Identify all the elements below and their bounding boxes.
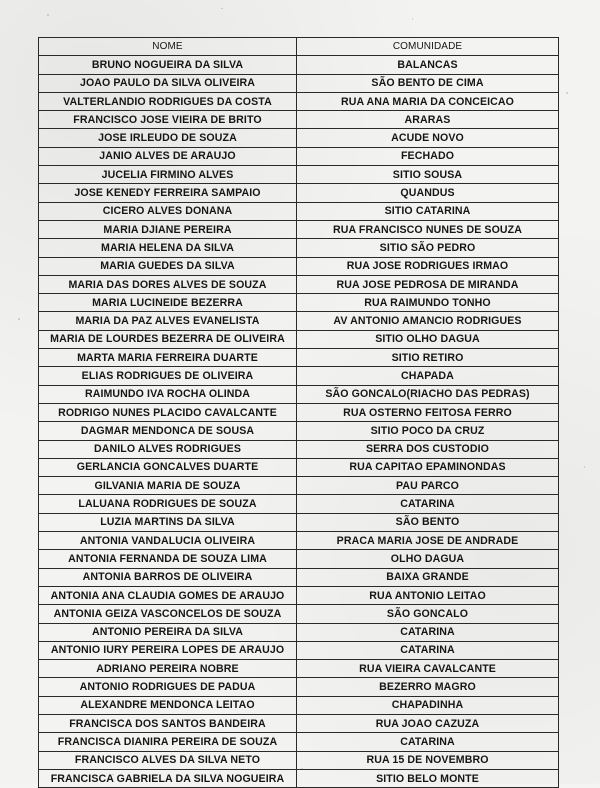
table-row (39, 294, 559, 312)
cell-nome: JOSE IRLEUDO DE SOUZA (39, 129, 297, 147)
cell-nome: MARIA DA PAZ ALVES EVANELISTA (39, 312, 297, 330)
cell-nome: FRANCISCA DIANIRA PEREIRA DE SOUZA (39, 733, 297, 751)
cell-nome: ANTONIO IURY PEREIRA LOPES DE ARAUJO (39, 641, 297, 659)
cell-comunidade: CATARINA (297, 623, 559, 641)
scan-speck (412, 18, 413, 20)
cell-nome: CICERO ALVES DONANA (39, 202, 297, 220)
table-row (39, 74, 559, 92)
scan-speck (584, 466, 585, 468)
cell-comunidade: SITIO POCO DA CRUZ (297, 422, 559, 440)
table-row (39, 147, 559, 165)
cell-nome: MARIA HELENA DA SILVA (39, 239, 297, 257)
cell-comunidade: RUA 15 DE NOVEMBRO (297, 751, 559, 769)
table-row (39, 385, 559, 403)
table-row (39, 56, 559, 74)
cell-nome: GILVANIA MARIA DE SOUZA (39, 477, 297, 495)
table-row (39, 678, 559, 696)
table-row (39, 239, 559, 257)
cell-nome: MARIA DJIANE PEREIRA (39, 220, 297, 238)
cell-nome: ANTONIA GEIZA VASCONCELOS DE SOUZA (39, 605, 297, 623)
table-row (39, 312, 559, 330)
table-row (39, 623, 559, 641)
cell-nome: FRANCISCO ALVES DA SILVA NETO (39, 751, 297, 769)
scan-speck (47, 14, 49, 16)
cell-nome: JUCELIA FIRMINO ALVES (39, 166, 297, 184)
table-row (39, 550, 559, 568)
cell-nome: JOAO PAULO DA SILVA OLIVEIRA (39, 74, 297, 92)
cell-comunidade: SITIO SOUSA (297, 166, 559, 184)
cell-nome: DANILO ALVES RODRIGUES (39, 440, 297, 458)
cell-nome: JOSE KENEDY FERREIRA SAMPAIO (39, 184, 297, 202)
cell-nome: ADRIANO PEREIRA NOBRE (39, 660, 297, 678)
table-row (39, 257, 559, 275)
cell-comunidade: RUA OSTERNO FEITOSA FERRO (297, 403, 559, 421)
cell-comunidade: CATARINA (297, 495, 559, 513)
table-header-row (39, 38, 559, 56)
cell-comunidade: RUA JOSE RODRIGUES IRMAO (297, 257, 559, 275)
table-row (39, 458, 559, 476)
cell-nome: ELIAS RODRIGUES DE OLIVEIRA (39, 367, 297, 385)
cell-comunidade: ACUDE NOVO (297, 129, 559, 147)
cell-comunidade: RUA JOAO CAZUZA (297, 714, 559, 732)
table-row (39, 660, 559, 678)
table-row (39, 696, 559, 714)
table-row (39, 220, 559, 238)
cell-comunidade: RUA JOSE PEDROSA DE MIRANDA (297, 275, 559, 293)
table-row (39, 532, 559, 550)
cell-comunidade: SÃO BENTO DE CIMA (297, 74, 559, 92)
cell-comunidade: AV ANTONIO AMANCIO RODRIGUES (297, 312, 559, 330)
scan-speck (221, 8, 223, 9)
scan-speck (18, 318, 20, 320)
table-row (39, 403, 559, 421)
cell-nome: FRANCISCA DOS SANTOS BANDEIRA (39, 714, 297, 732)
cell-comunidade: CATARINA (297, 733, 559, 751)
table-row (39, 129, 559, 147)
cell-nome: DAGMAR MENDONCA DE SOUSA (39, 422, 297, 440)
cell-comunidade: RUA RAIMUNDO TONHO (297, 294, 559, 312)
cell-comunidade: BALANCAS (297, 56, 559, 74)
cell-comunidade: BEZERRO MAGRO (297, 678, 559, 696)
cell-comunidade: PAU PARCO (297, 477, 559, 495)
cell-nome: MARIA DE LOURDES BEZERRA DE OLIVEIRA (39, 330, 297, 348)
cell-nome: LALUANA RODRIGUES DE SOUZA (39, 495, 297, 513)
cell-nome: ALEXANDRE MENDONCA LEITAO (39, 696, 297, 714)
cell-comunidade: SITIO SÃO PEDRO (297, 239, 559, 257)
cell-comunidade: SITIO BELO MONTE (297, 769, 559, 787)
table-row (39, 568, 559, 586)
cell-comunidade: SITIO OLHO DAGUA (297, 330, 559, 348)
table-row (39, 330, 559, 348)
cell-nome: MARIA DAS DORES ALVES DE SOUZA (39, 275, 297, 293)
cell-comunidade: CHAPADA (297, 367, 559, 385)
cell-nome: MARIA LUCINEIDE BEZERRA (39, 294, 297, 312)
header-comunidade: COMUNIDADE (297, 38, 559, 56)
table-row (39, 440, 559, 458)
cell-comunidade: RUA ANA MARIA DA CONCEICAO (297, 92, 559, 110)
cell-nome: ANTONIA ANA CLAUDIA GOMES DE ARAUJO (39, 586, 297, 604)
cell-comunidade: BAIXA GRANDE (297, 568, 559, 586)
cell-comunidade: QUANDUS (297, 184, 559, 202)
cell-nome: MARIA GUEDES DA SILVA (39, 257, 297, 275)
cell-nome: BRUNO NOGUEIRA DA SILVA (39, 56, 297, 74)
table-row (39, 166, 559, 184)
cell-nome: GERLANCIA GONCALVES DUARTE (39, 458, 297, 476)
table-row (39, 586, 559, 604)
cell-comunidade: SÃO GONCALO(RIACHO DAS PEDRAS) (297, 385, 559, 403)
cell-nome: FRANCISCO JOSE VIEIRA DE BRITO (39, 111, 297, 129)
table-row (39, 769, 559, 787)
table-row (39, 422, 559, 440)
table-row (39, 641, 559, 659)
cell-comunidade: RUA CAPITAO EPAMINONDAS (297, 458, 559, 476)
table-row (39, 275, 559, 293)
cell-comunidade: SITIO CATARINA (297, 202, 559, 220)
cell-nome: ANTONIO RODRIGUES DE PADUA (39, 678, 297, 696)
cell-comunidade: ARARAS (297, 111, 559, 129)
cell-comunidade: SITIO RETIRO (297, 349, 559, 367)
cell-comunidade: OLHO DAGUA (297, 550, 559, 568)
cell-nome: RAIMUNDO IVA ROCHA OLINDA (39, 385, 297, 403)
cell-comunidade: RUA ANTONIO LEITAO (297, 586, 559, 604)
table-row (39, 513, 559, 531)
cell-comunidade: SERRA DOS CUSTODIO (297, 440, 559, 458)
table-row (39, 495, 559, 513)
table-row (39, 202, 559, 220)
cell-comunidade: RUA VIEIRA CAVALCANTE (297, 660, 559, 678)
cell-comunidade: CHAPADINHA (297, 696, 559, 714)
cell-comunidade: PRACA MARIA JOSE DE ANDRADE (297, 532, 559, 550)
cell-nome: LUZIA MARTINS DA SILVA (39, 513, 297, 531)
table-row (39, 184, 559, 202)
table-row (39, 751, 559, 769)
table-row (39, 92, 559, 110)
cell-comunidade: SÃO BENTO (297, 513, 559, 531)
table-row (39, 349, 559, 367)
participants-table (38, 37, 559, 788)
table-row (39, 714, 559, 732)
table-row (39, 733, 559, 751)
cell-nome: ANTONIA BARROS DE OLIVEIRA (39, 568, 297, 586)
cell-nome: ANTONIO PEREIRA DA SILVA (39, 623, 297, 641)
cell-nome: ANTONIA VANDALUCIA OLIVEIRA (39, 532, 297, 550)
table-body (39, 56, 559, 788)
cell-nome: MARTA MARIA FERREIRA DUARTE (39, 349, 297, 367)
cell-nome: RODRIGO NUNES PLACIDO CAVALCANTE (39, 403, 297, 421)
table-row (39, 367, 559, 385)
header-nome: NOME (39, 38, 297, 56)
table-row (39, 477, 559, 495)
table-row (39, 605, 559, 623)
table-row (39, 111, 559, 129)
scan-speck (566, 92, 568, 94)
cell-comunidade: CATARINA (297, 641, 559, 659)
cell-nome: FRANCISCA GABRIELA DA SILVA NOGUEIRA (39, 769, 297, 787)
cell-nome: JANIO ALVES DE ARAUJO (39, 147, 297, 165)
cell-nome: ANTONIA FERNANDA DE SOUZA LIMA (39, 550, 297, 568)
cell-nome: VALTERLANDIO RODRIGUES DA COSTA (39, 92, 297, 110)
cell-comunidade: SÃO GONCALO (297, 605, 559, 623)
cell-comunidade: RUA FRANCISCO NUNES DE SOUZA (297, 220, 559, 238)
cell-comunidade: FECHADO (297, 147, 559, 165)
